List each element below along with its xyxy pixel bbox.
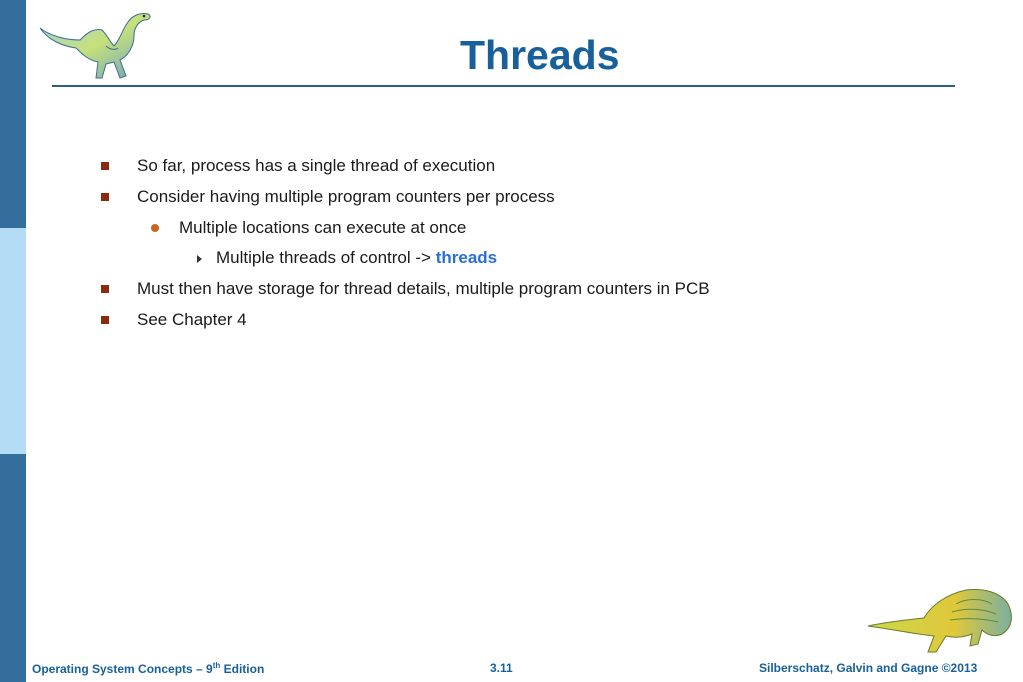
side-bar-bottom — [0, 454, 26, 682]
square-bullet-icon — [101, 285, 109, 293]
square-bullet-icon — [101, 162, 109, 170]
bullet-item: So far, process has a single thread of execution — [137, 156, 496, 175]
dinosaur-logo-icon — [36, 6, 156, 84]
side-bar-middle — [0, 228, 26, 454]
footer-book-suffix: Edition — [220, 662, 265, 676]
bullet-item: Consider having multiple program counters per process — [137, 187, 555, 206]
slide-title: Threads — [460, 32, 620, 78]
bullet-item: Multiple locations can execute at once — [179, 218, 467, 237]
side-bar — [0, 0, 26, 682]
title-divider — [52, 85, 955, 87]
footer-book-prefix: Operating System Concepts – 9 — [32, 662, 213, 676]
footer-authors: Silberschatz, Galvin and Gagne ©2013 — [759, 661, 978, 675]
bullet-item: Must then have storage for thread details, multiple program counters in PCB — [137, 279, 710, 298]
triangle-bullet-icon — [197, 255, 202, 263]
bullet-item-text: Multiple threads of control -> — [216, 248, 436, 267]
bullet-item: See Chapter 4 — [137, 310, 247, 329]
highlight-keyword: threads — [435, 248, 498, 267]
dinosaur-footer-icon — [866, 582, 1016, 672]
round-bullet-icon — [151, 224, 159, 232]
side-bar-top — [0, 0, 26, 228]
bullet-item — [216, 248, 497, 268]
square-bullet-icon — [101, 193, 109, 201]
footer-book-title — [32, 661, 264, 676]
footer-page-number: 3.11 — [490, 661, 513, 675]
footer-book-superscript: th — [212, 661, 221, 670]
square-bullet-icon — [101, 316, 109, 324]
